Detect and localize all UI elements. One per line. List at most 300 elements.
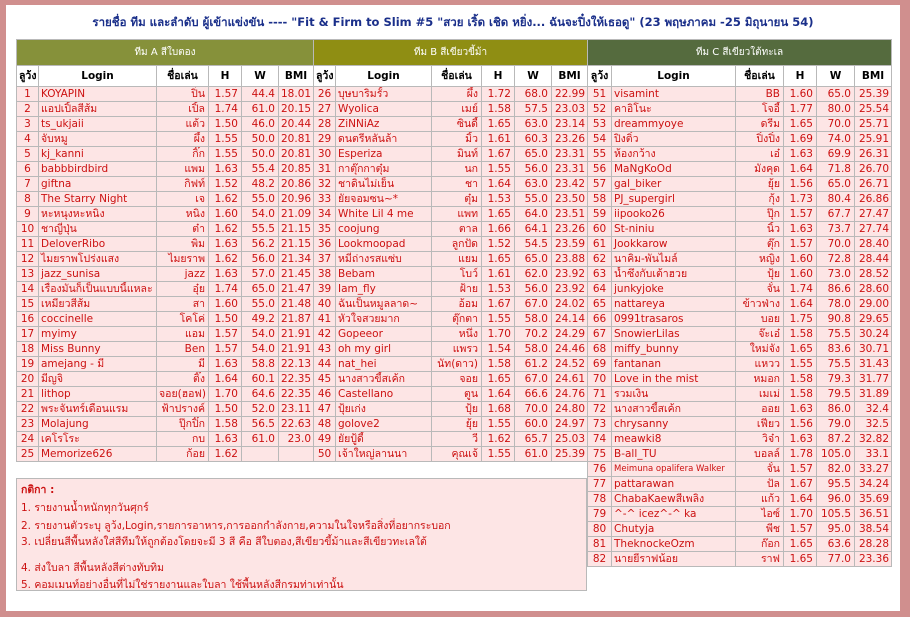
weight-cell: 48.2 [242, 177, 279, 192]
rank-cell: 44 [314, 357, 336, 372]
rank-cell: 7 [17, 177, 39, 192]
rank-cell: 22 [17, 402, 39, 417]
col-nick: ชื่อเล่น [157, 66, 209, 87]
weight-cell: 96.0 [817, 492, 855, 507]
weight-cell: 64.6 [242, 387, 279, 402]
weight-cell: 61.0 [242, 102, 279, 117]
rank-cell: 19 [17, 357, 39, 372]
member-row [17, 117, 314, 132]
member-row [314, 102, 588, 117]
login-link[interactable]: Wyolica [336, 102, 432, 117]
weight-cell: 65.7 [515, 432, 552, 447]
height-cell: 1.68 [482, 402, 515, 417]
login-link[interactable]: Molajung [39, 417, 157, 432]
login-link[interactable]: Gopeeor [336, 327, 432, 342]
member-row [17, 402, 314, 417]
nickname-cell: ดรีม [736, 117, 784, 132]
nickname-cell: ปุ๊ก [736, 207, 784, 222]
bmi-cell: 21.34 [279, 252, 314, 267]
nickname-cell: กิ๊ก [157, 147, 209, 162]
weight-cell: 75.5 [817, 357, 855, 372]
rank-cell: 78 [588, 492, 612, 507]
rank-cell: 4 [17, 132, 39, 147]
login-link[interactable]: ts_ukjaii [39, 117, 157, 132]
member-row [17, 192, 314, 207]
login-link[interactable]: Bebam [336, 267, 432, 282]
login-link[interactable]: The Starry Night [39, 192, 157, 207]
nickname-cell: แยม [432, 252, 482, 267]
height-cell: 1.58 [209, 417, 242, 432]
login-link[interactable]: TheknockeOzm [612, 537, 736, 552]
member-row [314, 282, 588, 297]
weight-cell: 71.8 [817, 162, 855, 177]
bmi-cell: 26.71 [855, 177, 892, 192]
rank-cell: 32 [314, 177, 336, 192]
nickname-cell: ไมยราพ [157, 252, 209, 267]
login-link[interactable]: รวมเงิน [612, 387, 736, 402]
height-cell: 1.64 [784, 162, 817, 177]
weight-cell: 58.8 [242, 357, 279, 372]
height-cell: 1.57 [209, 327, 242, 342]
nickname-cell: เฟียว [736, 417, 784, 432]
nickname-cell: ชา [432, 177, 482, 192]
height-cell: 1.70 [784, 507, 817, 522]
weight-cell: 95.0 [817, 522, 855, 537]
member-row [17, 237, 314, 252]
login-link[interactable]: B-all_TU [612, 447, 736, 462]
height-cell: 1.55 [482, 162, 515, 177]
bmi-cell: 30.71 [855, 342, 892, 357]
rank-cell: 35 [314, 222, 336, 237]
login-link[interactable]: pattarawan [612, 477, 736, 492]
nickname-cell: เมเม่ [736, 387, 784, 402]
login-link[interactable]: iipooko26 [612, 207, 736, 222]
member-row [17, 207, 314, 222]
height-cell: 1.60 [209, 297, 242, 312]
rank-cell: 52 [588, 102, 612, 117]
member-row [17, 252, 314, 267]
login-link[interactable]: ชาดินไม่เย็น [336, 177, 432, 192]
nickname-cell: หมอก [736, 372, 784, 387]
bmi-cell: 31.77 [855, 372, 892, 387]
nickname-cell: กบ [157, 432, 209, 447]
nickname-cell: ฟ้าปรางค์ [157, 402, 209, 417]
member-row [17, 432, 314, 447]
login-link[interactable]: เหมียวสีส้ม [39, 297, 157, 312]
height-cell: 1.52 [482, 237, 515, 252]
login-link[interactable]: White Lil 4 me [336, 207, 432, 222]
login-link[interactable]: นางสาวขี้สเค้ก [336, 372, 432, 387]
weight-cell: 55.0 [242, 192, 279, 207]
nickname-cell: แหวว [736, 357, 784, 372]
height-cell: 1.50 [209, 402, 242, 417]
nickname-cell: หนิง [157, 207, 209, 222]
height-cell: 1.50 [209, 312, 242, 327]
login-link[interactable]: กาตุ๊กกาตุ๋ม [336, 162, 432, 177]
login-link[interactable]: ห้องกว้าง [612, 147, 736, 162]
weight-cell: 56.5 [242, 417, 279, 432]
weight-cell: 60.0 [515, 417, 552, 432]
weight-cell: 78.0 [817, 297, 855, 312]
rank-cell: 26 [314, 87, 336, 102]
height-cell: 1.55 [482, 417, 515, 432]
height-cell: 1.70 [482, 327, 515, 342]
bmi-cell: 23.88 [552, 252, 588, 267]
rank-cell: 12 [17, 252, 39, 267]
height-cell: 1.60 [784, 252, 817, 267]
bmi-cell: 26.70 [855, 162, 892, 177]
member-row [17, 312, 314, 327]
login-link[interactable]: บุษบาริมรั้ว [336, 87, 432, 102]
login-link[interactable]: หัวใจสวยมาก [336, 312, 432, 327]
login-link[interactable]: พระจันทร์เดือนแรม [39, 402, 157, 417]
rule-item: 2. รายงานตัวระบุ ลูว้ง,Login,รายการอาหาร,การออกกำลังกาย,ความในใจหรือสิ่งที่อยากระบอก [21, 520, 451, 532]
weight-cell: 72.8 [817, 252, 855, 267]
col-w: W [242, 66, 279, 87]
rank-cell: 33 [314, 192, 336, 207]
login-link[interactable]: nattareya [612, 297, 736, 312]
nickname-cell: พิม [157, 237, 209, 252]
nickname-cell: เปิ้ล [157, 102, 209, 117]
rank-cell: 80 [588, 522, 612, 537]
col-rank: ลูว้ง [588, 66, 612, 87]
bmi-cell: 28.44 [855, 252, 892, 267]
weight-cell: 62.0 [515, 267, 552, 282]
login-link[interactable]: ชาญี่ปุ่น [39, 222, 157, 237]
bmi-cell: 22.35 [279, 372, 314, 387]
member-row [17, 267, 314, 282]
nickname-cell: อ้อม [432, 297, 482, 312]
weight-cell: 55.0 [515, 192, 552, 207]
login-link[interactable]: myimy [39, 327, 157, 342]
member-row [314, 327, 588, 342]
nickname-cell: พีช [736, 522, 784, 537]
nickname-cell: วี [432, 432, 482, 447]
member-row [588, 297, 892, 312]
weight-cell: 61.0 [242, 432, 279, 447]
height-cell: 1.64 [784, 492, 817, 507]
login-link[interactable]: ดนตรีหลันล้า [336, 132, 432, 147]
weight-cell: 64.0 [515, 207, 552, 222]
weight-cell: 105.0 [817, 447, 855, 462]
login-link[interactable]: แอปเปิ้ลสีส้ม [39, 102, 157, 117]
rank-cell: 74 [588, 432, 612, 447]
login-link[interactable]: นายยีราฟน้อย [612, 552, 736, 567]
login-link[interactable]: MaNgKoOd [612, 162, 736, 177]
rank-cell: 1 [17, 87, 39, 102]
login-link[interactable]: จับหมู [39, 132, 157, 147]
rank-cell: 8 [17, 192, 39, 207]
height-cell: 1.61 [482, 267, 515, 282]
login-link[interactable]: Love in the mist [612, 372, 736, 387]
login-link[interactable]: jazz_sunisa [39, 267, 157, 282]
login-link[interactable]: kj_kanni [39, 147, 157, 162]
login-link[interactable]: nat_hei [336, 357, 432, 372]
login-link[interactable]: นางสาวขี้สเค้ก [612, 402, 736, 417]
login-link[interactable]: fantanan [612, 357, 736, 372]
bmi-cell: 36.51 [855, 507, 892, 522]
member-row [314, 387, 588, 402]
rank-cell: 16 [17, 312, 39, 327]
rank-cell: 51 [588, 87, 612, 102]
login-link[interactable]: SnowierLilas [612, 327, 736, 342]
bmi-cell: 24.52 [552, 357, 588, 372]
login-link[interactable]: junkyjoke [612, 282, 736, 297]
login-link[interactable]: PJ_supergirl [612, 192, 736, 207]
login-link[interactable]: Iam_fly [336, 282, 432, 297]
nickname-cell: แพม [157, 162, 209, 177]
member-row [17, 102, 314, 117]
nickname-cell: นัท(ดาว) [432, 357, 482, 372]
weight-cell: 63.0 [515, 117, 552, 132]
login-link[interactable]: คาอิโนะ [612, 102, 736, 117]
login-link[interactable]: amejang - มี [39, 357, 157, 372]
bmi-cell: 22.35 [279, 387, 314, 402]
weight-cell: 54.0 [242, 207, 279, 222]
rank-cell: 36 [314, 237, 336, 252]
bmi-cell: 23.42 [552, 177, 588, 192]
weight-cell: 56.0 [515, 282, 552, 297]
weight-cell: 58.0 [515, 312, 552, 327]
col-login: Login [612, 66, 736, 87]
rank-cell: 60 [588, 222, 612, 237]
member-row [314, 132, 588, 147]
weight-cell: 67.7 [817, 207, 855, 222]
bmi-cell: 20.85 [279, 162, 314, 177]
login-link[interactable]: 0991trasaros [612, 312, 736, 327]
login-link[interactable]: lithop [39, 387, 157, 402]
login-link[interactable]: Meimuna opalifera Walker [612, 462, 736, 477]
rank-cell: 23 [17, 417, 39, 432]
nickname-cell: ปุ้ย [432, 402, 482, 417]
member-row [314, 192, 588, 207]
bmi-cell: 30.24 [855, 327, 892, 342]
login-link[interactable]: Esperiza [336, 147, 432, 162]
height-cell: 1.64 [784, 297, 817, 312]
height-cell: 1.60 [784, 87, 817, 102]
bmi-cell: 25.03 [552, 432, 588, 447]
rules-heading: กติกา : [21, 484, 55, 496]
login-link[interactable]: oh my girl [336, 342, 432, 357]
col-nick: ชื่อเล่น [432, 66, 482, 87]
member-row [17, 222, 314, 237]
login-link[interactable]: ไมยราพโปร่งแสง [39, 252, 157, 267]
nickname-cell: ผึ้ง [432, 87, 482, 102]
weight-cell: 56.0 [515, 162, 552, 177]
login-link[interactable]: St-niniu [612, 222, 736, 237]
login-link[interactable]: coccinelle [39, 312, 157, 327]
height-cell: 1.65 [482, 372, 515, 387]
bmi-cell: 20.15 [279, 102, 314, 117]
nickname-cell: โคโค่ [157, 312, 209, 327]
nickname-cell: โบว์ [432, 267, 482, 282]
login-link[interactable]: หมี่ถ่างรสแซ่บ [336, 252, 432, 267]
login-link[interactable]: ZiNNiAz [336, 117, 432, 132]
nickname-cell: หญิง [736, 252, 784, 267]
login-link[interactable]: dreammyoye [612, 117, 736, 132]
height-cell: 1.67 [482, 297, 515, 312]
bmi-cell: 21.09 [279, 207, 314, 222]
rank-cell: 28 [314, 117, 336, 132]
login-link[interactable]: ยัยปู้ดี้ [336, 432, 432, 447]
rank-cell: 62 [588, 252, 612, 267]
login-link[interactable]: Miss Bunny [39, 342, 157, 357]
rank-cell: 40 [314, 297, 336, 312]
rank-cell: 29 [314, 132, 336, 147]
bmi-cell: 23.14 [552, 117, 588, 132]
nickname-cell: ก๊อก [736, 537, 784, 552]
bmi-cell: 32.4 [855, 402, 892, 417]
login-link[interactable]: หะหนุงหะหนิง [39, 207, 157, 222]
login-link[interactable]: visamint [612, 87, 736, 102]
member-row [588, 522, 892, 537]
height-cell: 1.56 [784, 177, 817, 192]
login-link[interactable]: golove2 [336, 417, 432, 432]
member-row [314, 252, 588, 267]
login-link[interactable]: DeloverRibo [39, 237, 157, 252]
height-cell: 1.63 [209, 237, 242, 252]
bmi-cell: 29.65 [855, 312, 892, 327]
height-cell: 1.64 [209, 372, 242, 387]
weight-cell: 56.0 [242, 252, 279, 267]
weight-cell: 65.0 [515, 147, 552, 162]
height-cell: 1.52 [209, 177, 242, 192]
login-link[interactable]: นาคิม-พันไมล์ [612, 252, 736, 267]
bmi-cell: 22.63 [279, 417, 314, 432]
login-link[interactable]: ChabaKaewสีเพลิง [612, 492, 736, 507]
rank-cell: 17 [17, 327, 39, 342]
member-row [588, 252, 892, 267]
member-row [17, 132, 314, 147]
col-h: H [482, 66, 515, 87]
login-link[interactable]: ฉันเป็นหมูลลาด~ [336, 297, 432, 312]
weight-cell: 68.0 [515, 87, 552, 102]
height-cell: 1.57 [784, 237, 817, 252]
nickname-cell: ออย [736, 402, 784, 417]
rank-cell: 57 [588, 177, 612, 192]
login-link[interactable]: เรื่องมันก็เป็นแบบนี้แหละ [39, 282, 157, 297]
login-link[interactable]: Chutyja [612, 522, 736, 537]
login-link[interactable]: giftna [39, 177, 157, 192]
height-cell: 1.63 [209, 432, 242, 447]
bmi-cell: 21.91 [279, 327, 314, 342]
height-cell: 1.64 [482, 387, 515, 402]
bmi-cell: 21.15 [279, 222, 314, 237]
rule-item: 1. รายงานน้ำหนักทุกวันศุกร์ [21, 502, 149, 514]
weight-cell: 105.5 [817, 507, 855, 522]
nickname-cell: จ๊ะเอ๋ [736, 327, 784, 342]
rank-cell: 54 [588, 132, 612, 147]
member-row [314, 222, 588, 237]
weight-cell: 82.0 [817, 462, 855, 477]
login-link[interactable]: น้ำซึงกับเต้าฮวย [612, 267, 736, 282]
login-link[interactable]: Memorize626 [39, 447, 157, 462]
weight-cell: 90.8 [817, 312, 855, 327]
bmi-cell: 20.96 [279, 192, 314, 207]
col-w: W [515, 66, 552, 87]
member-row [314, 417, 588, 432]
login-link[interactable]: meawki8 [612, 432, 736, 447]
member-row [588, 147, 892, 162]
login-link[interactable]: chrysanny [612, 417, 736, 432]
login-link[interactable]: coojung [336, 222, 432, 237]
bmi-cell: 25.91 [855, 132, 892, 147]
login-link[interactable]: Castellano [336, 387, 432, 402]
bmi-cell: 35.69 [855, 492, 892, 507]
login-link[interactable]: เคโรโระ [39, 432, 157, 447]
member-row [314, 267, 588, 282]
nickname-cell: ปุ๊กปิ๊ก [157, 417, 209, 432]
bmi-cell: 24.02 [552, 297, 588, 312]
bmi-cell: 32.82 [855, 432, 892, 447]
height-cell: 1.65 [784, 117, 817, 132]
bmi-cell: 26.86 [855, 192, 892, 207]
weight-cell: 49.2 [242, 312, 279, 327]
team-b-table [313, 39, 588, 462]
login-link[interactable]: ^-^ icez^-^ ka [612, 507, 736, 522]
rank-cell: 68 [588, 342, 612, 357]
member-row [314, 432, 588, 447]
col-bmi: BMI [855, 66, 892, 87]
login-link[interactable]: Lookmoopad [336, 237, 432, 252]
bmi-cell: 28.28 [855, 537, 892, 552]
height-cell: 1.64 [482, 177, 515, 192]
height-cell: 1.73 [784, 192, 817, 207]
nickname-cell: ปิ๋งปิ๋ง [736, 132, 784, 147]
login-link[interactable]: miffy_bunny [612, 342, 736, 357]
login-link[interactable]: ปิงติ๋ว [612, 132, 736, 147]
member-row [314, 162, 588, 177]
height-cell: 1.62 [209, 252, 242, 267]
login-link[interactable]: เจ้าใหญ่ลานนา [336, 447, 432, 462]
weight-cell: 87.2 [817, 432, 855, 447]
member-row [17, 282, 314, 297]
nickname-cell: มี [157, 357, 209, 372]
login-link[interactable]: gal_biker [612, 177, 736, 192]
login-link[interactable]: KOYAPIN [39, 87, 157, 102]
rank-cell: 53 [588, 117, 612, 132]
nickname-cell: บอลล์ [736, 447, 784, 462]
nickname-cell: กุ้ง [736, 192, 784, 207]
nickname-cell: นิ้ว [736, 222, 784, 237]
height-cell: 1.63 [784, 147, 817, 162]
col-h: H [209, 66, 242, 87]
login-link[interactable]: Jookkarow [612, 237, 736, 252]
bmi-cell: 24.61 [552, 372, 588, 387]
height-cell: 1.78 [784, 447, 817, 462]
height-cell: 1.63 [209, 162, 242, 177]
bmi-cell: 23.0 [279, 432, 314, 447]
col-bmi: BMI [552, 66, 588, 87]
rank-cell: 73 [588, 417, 612, 432]
nickname-cell: อุ๋ย [157, 282, 209, 297]
col-h: H [784, 66, 817, 87]
member-row [314, 207, 588, 222]
bmi-cell: 29.00 [855, 297, 892, 312]
height-cell: 1.63 [784, 432, 817, 447]
login-link[interactable]: babbbirdbird [39, 162, 157, 177]
login-link[interactable]: ปุ้ยเก่ง [336, 402, 432, 417]
nickname-cell: ตาล [432, 222, 482, 237]
bmi-cell: 25.39 [552, 447, 588, 462]
nickname-cell: ลูกปัด [432, 237, 482, 252]
login-link[interactable]: มีญจิ [39, 372, 157, 387]
login-link[interactable]: ยัยจอมซน~* [336, 192, 432, 207]
height-cell: 1.55 [482, 312, 515, 327]
col-rank: ลูว้ง [314, 66, 336, 87]
nickname-cell: แอม [157, 327, 209, 342]
rank-cell: 55 [588, 147, 612, 162]
